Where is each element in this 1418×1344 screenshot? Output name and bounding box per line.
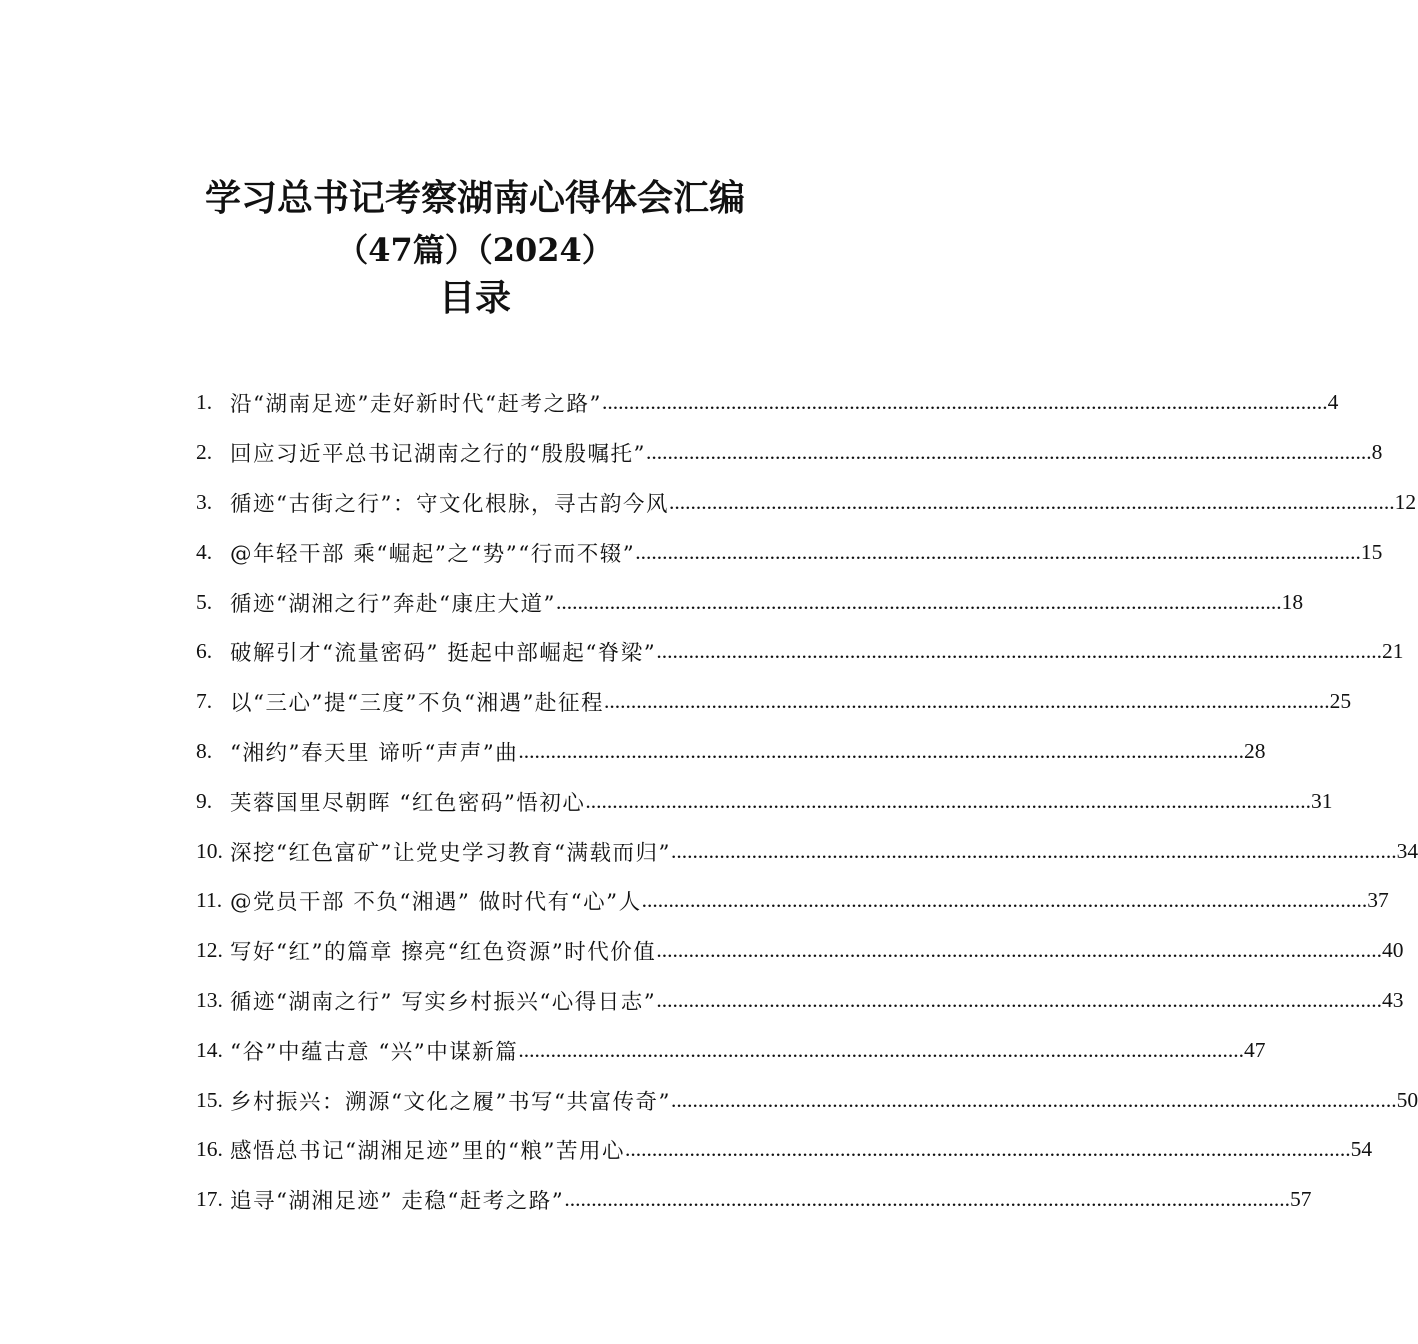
toc-entry[interactable] — [196, 677, 1352, 727]
toc-entry-title: 乡村振兴：溯源“文化之履”书写“共富传奇” — [230, 1089, 671, 1115]
toc-entry-title: 破解引才“流量密码” 挺起中部崛起“脊梁” — [230, 641, 657, 667]
toc-entry[interactable] — [196, 926, 1404, 976]
toc-entry-number: 10. — [196, 838, 223, 863]
toc-entry-page: 25 — [1329, 689, 1352, 714]
toc-entry-page: 8 — [1371, 440, 1383, 465]
toc-entry-number: 12. — [196, 938, 223, 963]
toc-entry[interactable] — [196, 428, 1383, 478]
toc-entry-number: 7. — [196, 689, 213, 714]
table-of-contents — [196, 378, 1418, 1225]
toc-leader-dots — [556, 590, 1282, 615]
toc-entry-title: 循迹“湖南之行” 写实乡村振兴“心得日志” — [230, 989, 657, 1015]
toc-leader-dots — [646, 440, 1372, 465]
toc-entry[interactable] — [196, 1125, 1373, 1175]
toc-entry[interactable] — [196, 627, 1404, 677]
toc-entry-number: 4. — [196, 539, 213, 564]
toc-leader-dots — [585, 789, 1311, 814]
toc-leader-dots — [564, 1187, 1290, 1212]
document-title: 学习总书记考察湖南心得体会汇编 — [204, 177, 745, 219]
toc-entry-number: 15. — [196, 1087, 223, 1112]
document-subtitle: （47篇）（2024） — [336, 231, 614, 269]
toc-entry-title: “湘约”春天里 谛听“声声”曲 — [230, 740, 519, 766]
toc-entry-number: 17. — [196, 1187, 223, 1212]
toc-entry-page: 12 — [1394, 489, 1417, 514]
toc-heading: 目录 — [438, 277, 511, 319]
toc-entry[interactable] — [196, 378, 1339, 428]
toc-entry-title: @年轻干部 乘“崛起”之“势”“行而不辍” — [230, 541, 636, 567]
toc-entry-number: 2. — [196, 440, 213, 465]
toc-entry[interactable] — [196, 727, 1266, 777]
toc-entry-page: 31 — [1310, 788, 1333, 813]
toc-entry-title: 以“三心”提“三度”不负“湘遇”赴征程 — [230, 691, 604, 717]
toc-entry-title: 回应习近平总书记湖南之行的“殷殷嘱托” — [230, 442, 646, 468]
toc-leader-dots — [656, 938, 1382, 963]
toc-entry-page: 4 — [1327, 390, 1339, 415]
toc-leader-dots — [671, 839, 1397, 864]
toc-leader-dots — [518, 739, 1244, 764]
toc-entry[interactable] — [196, 1175, 1312, 1225]
toc-entry[interactable] — [196, 876, 1389, 926]
toc-entry[interactable] — [196, 776, 1333, 826]
toc-leader-dots — [602, 390, 1328, 415]
toc-entry-page: 43 — [1381, 987, 1404, 1012]
toc-leader-dots — [635, 540, 1361, 565]
toc-entry-number: 3. — [196, 489, 213, 514]
toc-entry-number: 6. — [196, 639, 213, 664]
toc-entry-title: 芙蓉国里尽朝晖 “红色密码”悟初心 — [230, 790, 586, 816]
toc-entry[interactable] — [196, 577, 1304, 627]
toc-entry-title: 深挖“红色富矿”让党史学习教育“满载而归” — [230, 840, 671, 866]
toc-entry-page: 21 — [1381, 639, 1404, 664]
toc-entry-page: 50 — [1396, 1087, 1418, 1112]
toc-leader-dots — [669, 490, 1395, 515]
toc-leader-dots — [604, 689, 1330, 714]
toc-entry[interactable] — [196, 976, 1404, 1026]
toc-entry[interactable] — [196, 1075, 1418, 1125]
toc-entry-title: 写好“红”的篇章 擦亮“红色资源”时代价值 — [230, 940, 657, 966]
toc-leader-dots — [642, 888, 1368, 913]
toc-entry-page: 34 — [1396, 838, 1418, 863]
toc-leader-dots — [625, 1137, 1351, 1162]
toc-entry-title: 循迹“湖湘之行”奔赴“康庄大道” — [230, 591, 556, 617]
toc-entry-page: 57 — [1289, 1187, 1312, 1212]
toc-entry[interactable] — [196, 826, 1418, 876]
toc-entry-page: 40 — [1381, 938, 1404, 963]
toc-entry-page: 47 — [1243, 1037, 1266, 1062]
toc-entry-number: 9. — [196, 788, 213, 813]
toc-entry-title: 追寻“湖湘足迹” 走稳“赶考之路” — [230, 1189, 565, 1215]
toc-entry-number: 11. — [196, 888, 223, 913]
toc-entry-number: 1. — [196, 390, 213, 415]
toc-entry[interactable] — [196, 1025, 1266, 1075]
toc-entry-title: @党员干部 不负“湘遇” 做时代有“心”人 — [230, 890, 642, 916]
toc-entry-title: 沿“湖南足迹”走好新时代“赶考之路” — [230, 392, 602, 418]
toc-entry[interactable] — [196, 527, 1383, 577]
toc-entry-title: “谷”中蕴古意 “兴”中谋新篇 — [230, 1039, 519, 1065]
toc-entry-page: 15 — [1360, 539, 1383, 564]
toc-entry[interactable] — [196, 478, 1417, 528]
toc-entry-page: 54 — [1350, 1137, 1373, 1162]
toc-entry-number: 8. — [196, 738, 213, 763]
toc-leader-dots — [656, 988, 1382, 1013]
toc-entry-number: 16. — [196, 1137, 223, 1162]
toc-entry-page: 37 — [1367, 888, 1389, 913]
toc-leader-dots — [671, 1088, 1397, 1113]
toc-entry-number: 5. — [196, 589, 213, 614]
toc-leader-dots — [656, 639, 1382, 664]
toc-entry-number: 13. — [196, 987, 223, 1012]
toc-leader-dots — [518, 1038, 1244, 1063]
toc-entry-page: 28 — [1243, 738, 1266, 763]
toc-entry-page: 18 — [1281, 589, 1304, 614]
toc-entry-number: 14. — [196, 1037, 223, 1062]
toc-entry-title: 循迹“古街之行”：守文化根脉，寻古韵今风 — [230, 491, 669, 517]
toc-entry-title: 感悟总书记“湖湘足迹”里的“粮”苦用心 — [230, 1139, 625, 1165]
